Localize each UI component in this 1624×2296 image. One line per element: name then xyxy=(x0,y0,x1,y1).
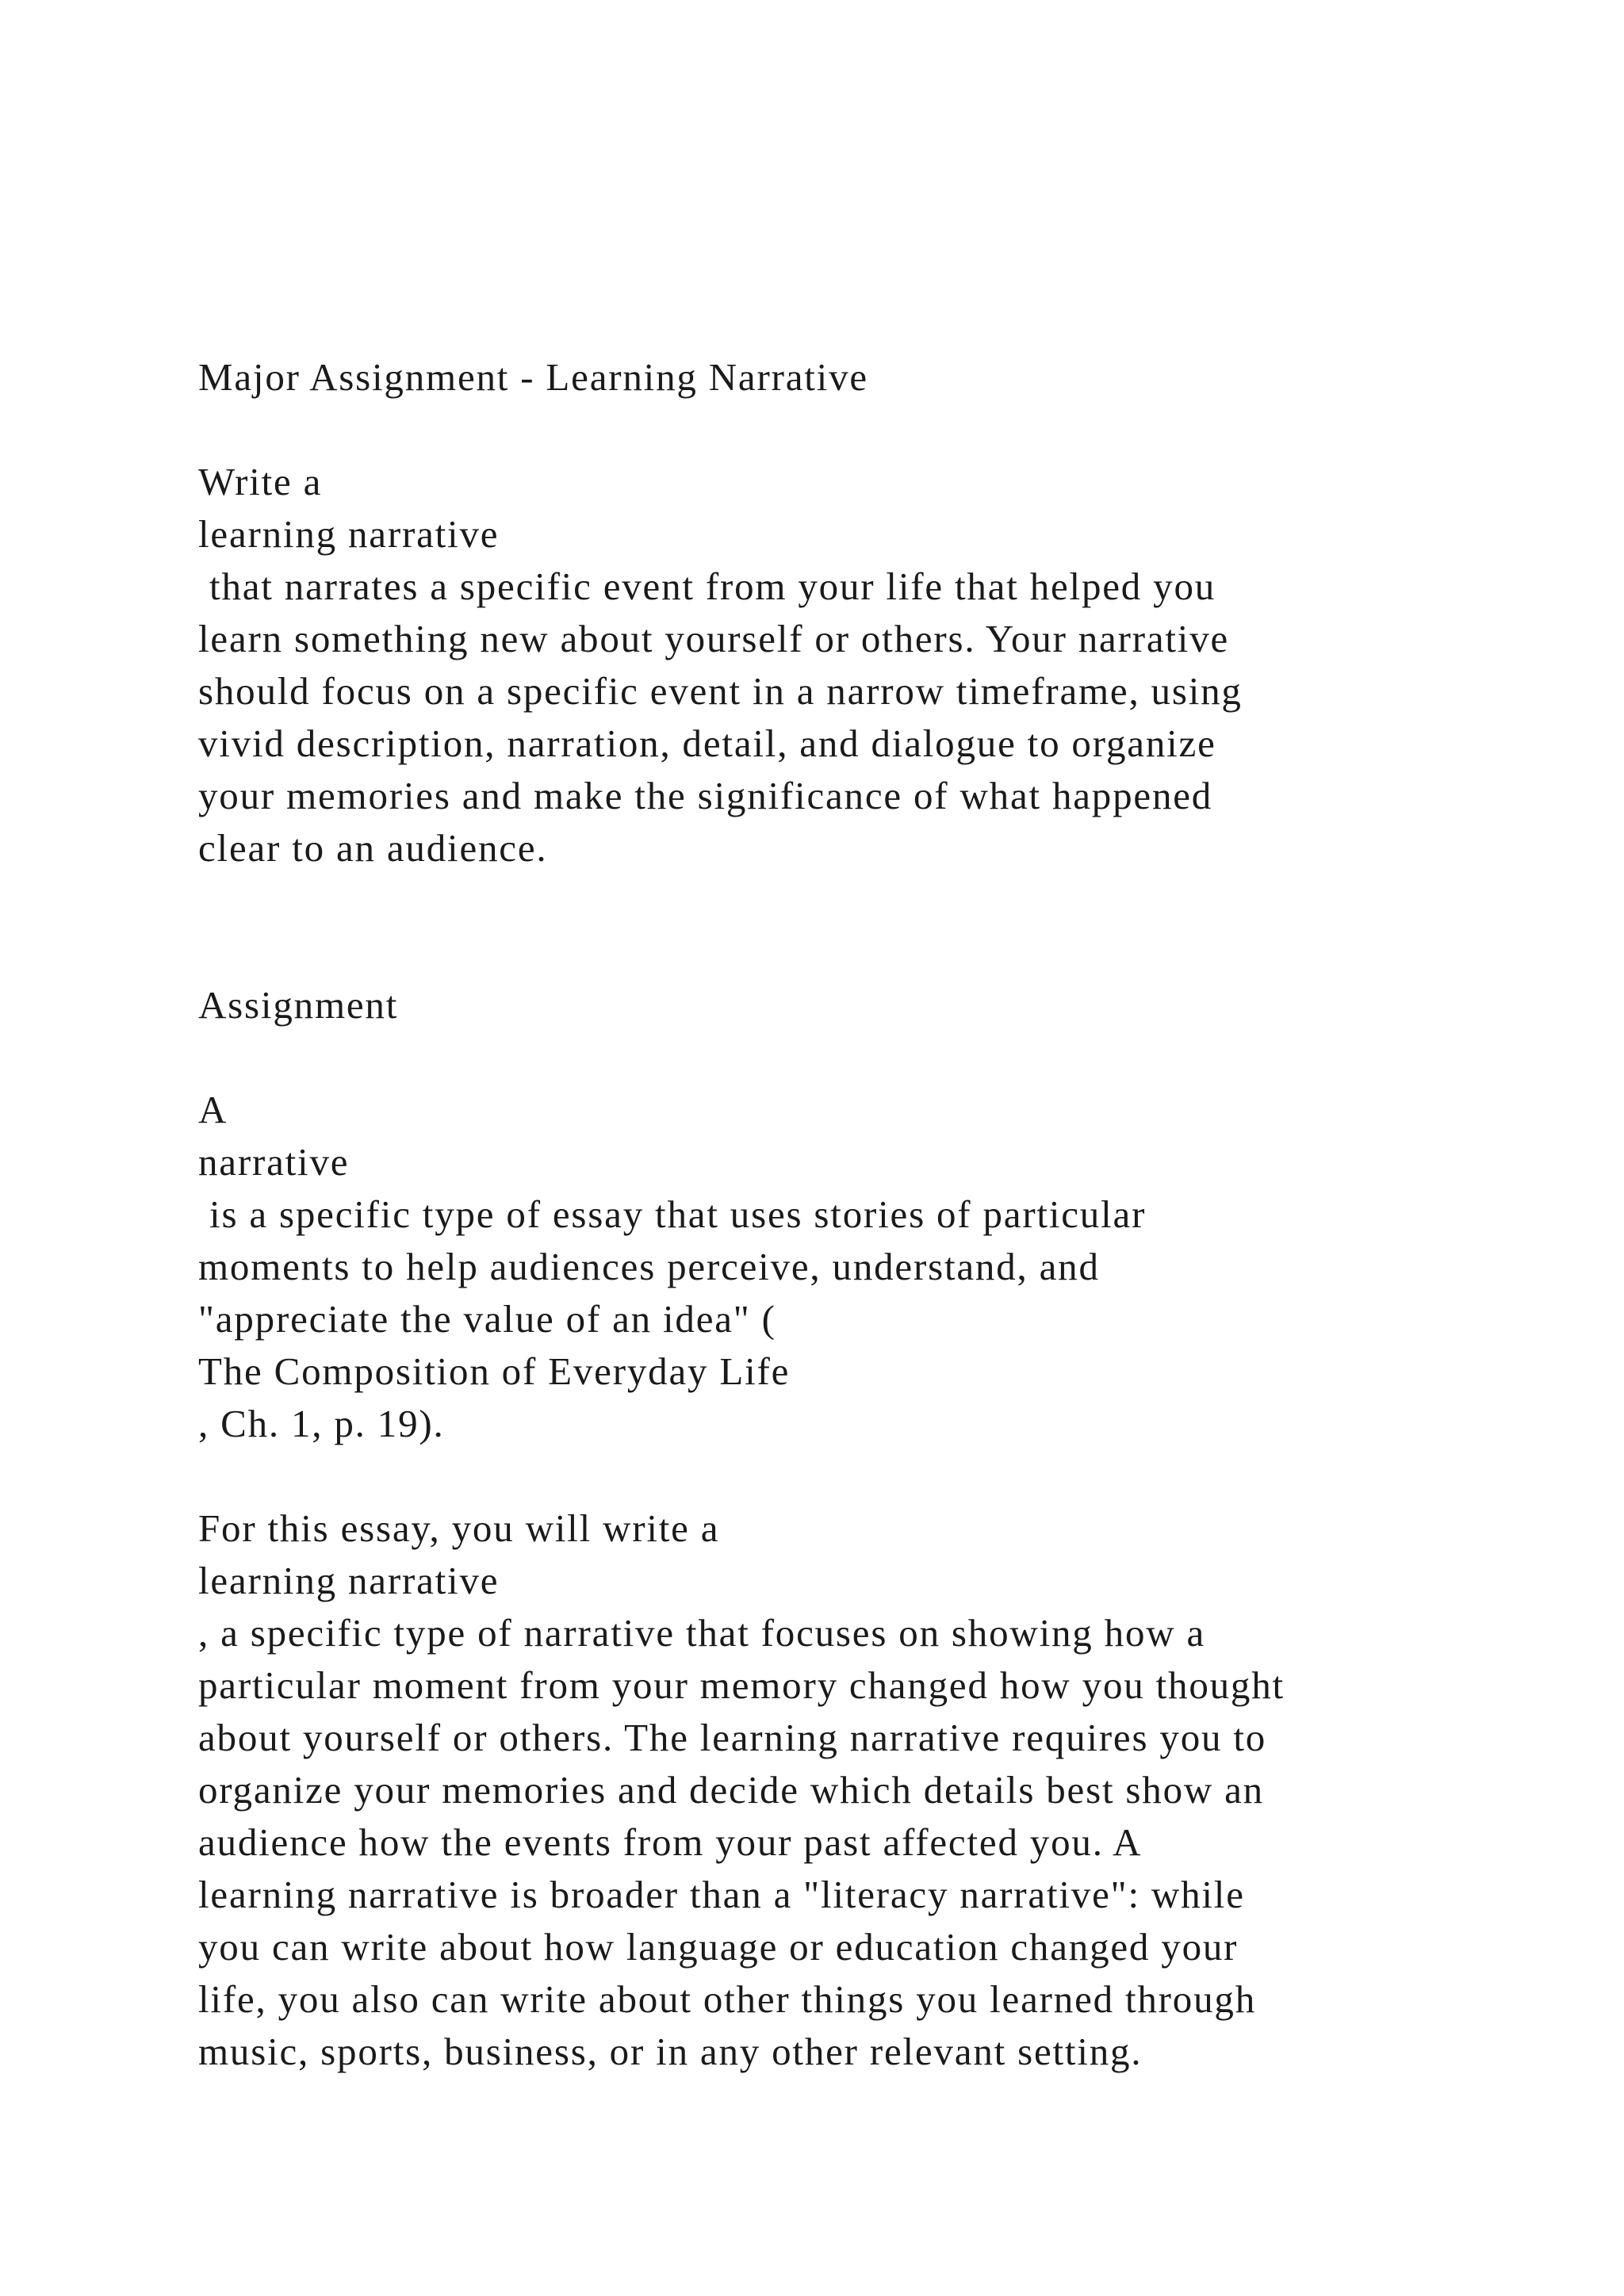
intro-line: should focus on a specific event in a narrow timeframe, using xyxy=(198,669,1243,713)
intro-line: learn something new about yourself or others. Your narrative xyxy=(198,617,1230,660)
instructions-line: music, sports, business, or in any other relevant setting. xyxy=(198,2030,1143,2073)
definition-line: "appreciate the value of an idea" ( xyxy=(198,1297,776,1341)
spacer xyxy=(198,927,1507,979)
instructions-line: audience how the events from your past affected you. A xyxy=(198,1820,1143,1864)
spacer xyxy=(198,1031,1507,1084)
definition-line: narrative xyxy=(198,1140,350,1184)
intro-line: learning narrative xyxy=(198,512,500,556)
instructions-line: you can write about how language or education changed your xyxy=(198,1925,1239,1969)
instructions-line: learning narrative is broader than a "literacy narrative": while xyxy=(198,1873,1245,1916)
intro-paragraph xyxy=(198,456,1507,874)
intro-line: your memories and make the significance of what happened xyxy=(198,774,1213,817)
spacer xyxy=(198,874,1507,927)
instructions-line: learning narrative xyxy=(198,1559,500,1602)
instructions-line: about yourself or others. The learning narrative requires you to xyxy=(198,1716,1267,1759)
intro-line: clear to an audience. xyxy=(198,826,548,870)
instructions-line: For this essay, you will write a xyxy=(198,1506,720,1550)
document-title: Major Assignment - Learning Narrative xyxy=(198,355,868,399)
definition-line: The Composition of Everyday Life xyxy=(198,1349,791,1393)
document-body xyxy=(198,351,1507,2078)
intro-line: vivid description, narration, detail, and dialogue to organize xyxy=(198,721,1216,765)
definition-paragraph xyxy=(198,1084,1507,1450)
definition-line: is a specific type of essay that uses stories of particular xyxy=(198,1192,1147,1236)
intro-line: Write a xyxy=(198,460,323,503)
instructions-line: particular moment from your memory changed how you thought xyxy=(198,1663,1285,1707)
intro-line: that narrates a specific event from your life that helped you xyxy=(198,564,1216,608)
instructions-line: , a specific type of narrative that focuses on showing how a xyxy=(198,1611,1206,1655)
instructions-line: organize your memories and decide which details best show an xyxy=(198,1768,1264,1812)
section-heading: Assignment xyxy=(198,983,399,1027)
spacer xyxy=(198,404,1507,456)
instructions-line: life, you also can write about other things you learned through xyxy=(198,1977,1256,2021)
instructions-paragraph xyxy=(198,1502,1507,2078)
spacer xyxy=(198,1450,1507,1502)
definition-line: , Ch. 1, p. 19). xyxy=(198,1402,445,1445)
definition-line: moments to help audiences perceive, understand, and xyxy=(198,1245,1100,1288)
definition-line: A xyxy=(198,1088,228,1131)
